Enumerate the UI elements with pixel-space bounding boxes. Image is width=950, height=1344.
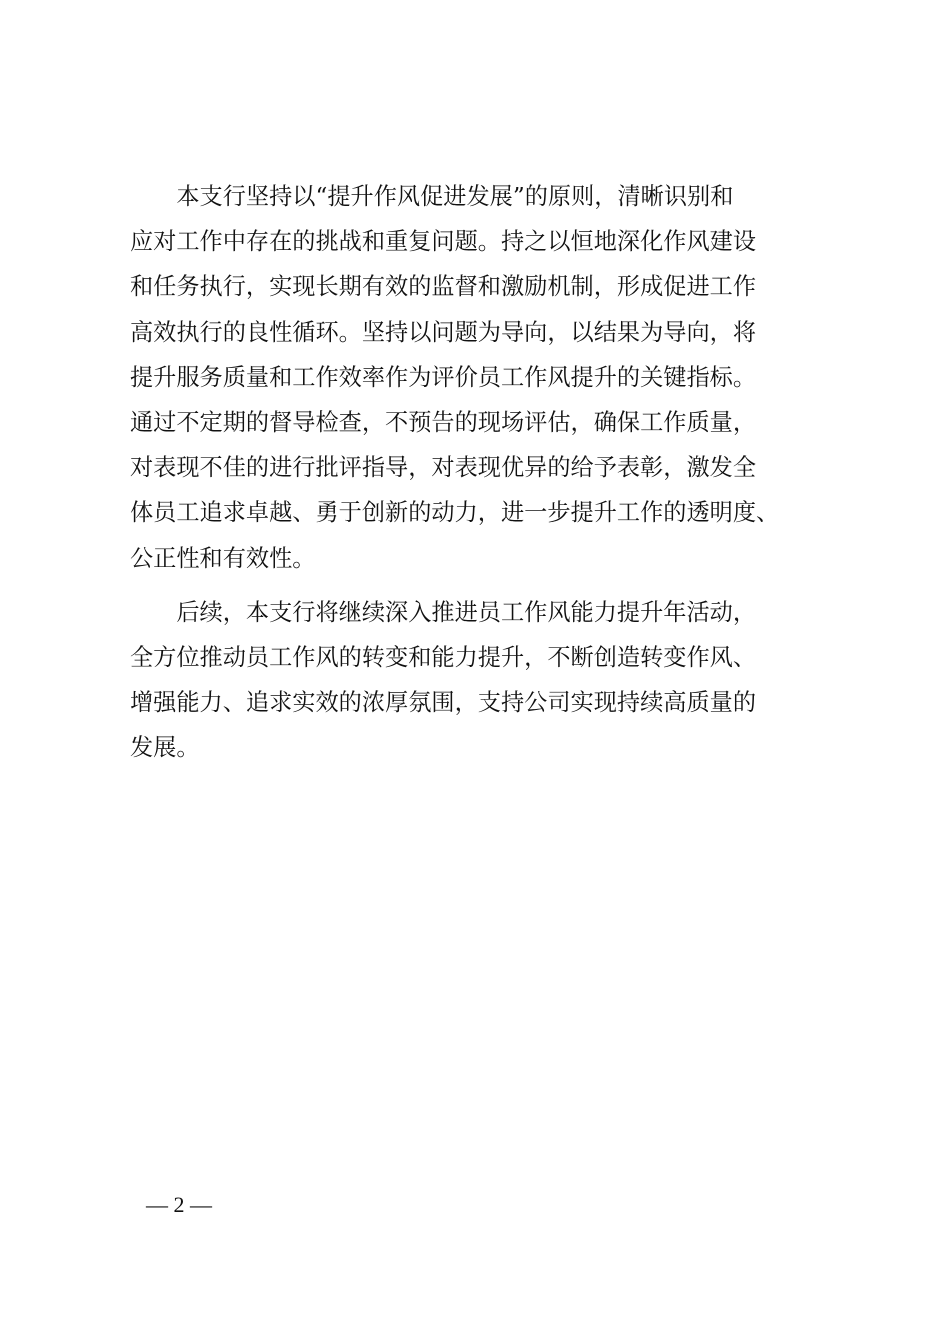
- paragraph-line: 对表现不佳的进行批评指导，对表现优异的给予表彰，激发全: [130, 454, 757, 482]
- paragraph-line: 提升服务质量和工作效率作为评价员工作风提升的关键指标。: [130, 363, 757, 391]
- paragraph-line: 体员工追求卓越、勇于创新的动力，进一步提升工作的透明度、: [130, 499, 780, 527]
- paragraph-line: 通过不定期的督导检查，不预告的现场评估，确保工作质量，: [130, 408, 757, 436]
- page-number: — 2 —: [146, 1192, 212, 1217]
- paragraph-line: 发展。: [130, 734, 200, 762]
- paragraph-spacer: [130, 581, 836, 590]
- paragraph-line: 和任务执行，实现长期有效的监督和激励机制，形成促进工作: [130, 273, 757, 301]
- paragraph-line: 应对工作中存在的挑战和重复问题。持之以恒地深化作风建设: [130, 228, 757, 256]
- paragraph-1: [130, 174, 836, 581]
- paragraph-line: 高效执行的良性循环。坚持以问题为导向，以结果为导向，将: [130, 318, 757, 346]
- paragraph-line: 本支行坚持以“提升作风促进发展”的原则，清晰识别和: [130, 183, 734, 210]
- paragraph-2: [130, 590, 836, 771]
- paragraph-line: 公正性和有效性。: [130, 544, 316, 572]
- document-body: [130, 174, 836, 770]
- paragraph-line: 全方位推动员工作风的转变和能力提升，不断创造转变作风、: [130, 643, 757, 671]
- paragraph-line: 后续，本支行将继续深入推进员工作风能力提升年活动，: [130, 598, 757, 626]
- paragraph-line: 增强能力、追求实效的浓厚氛围，支持公司实现持续高质量的: [130, 689, 757, 717]
